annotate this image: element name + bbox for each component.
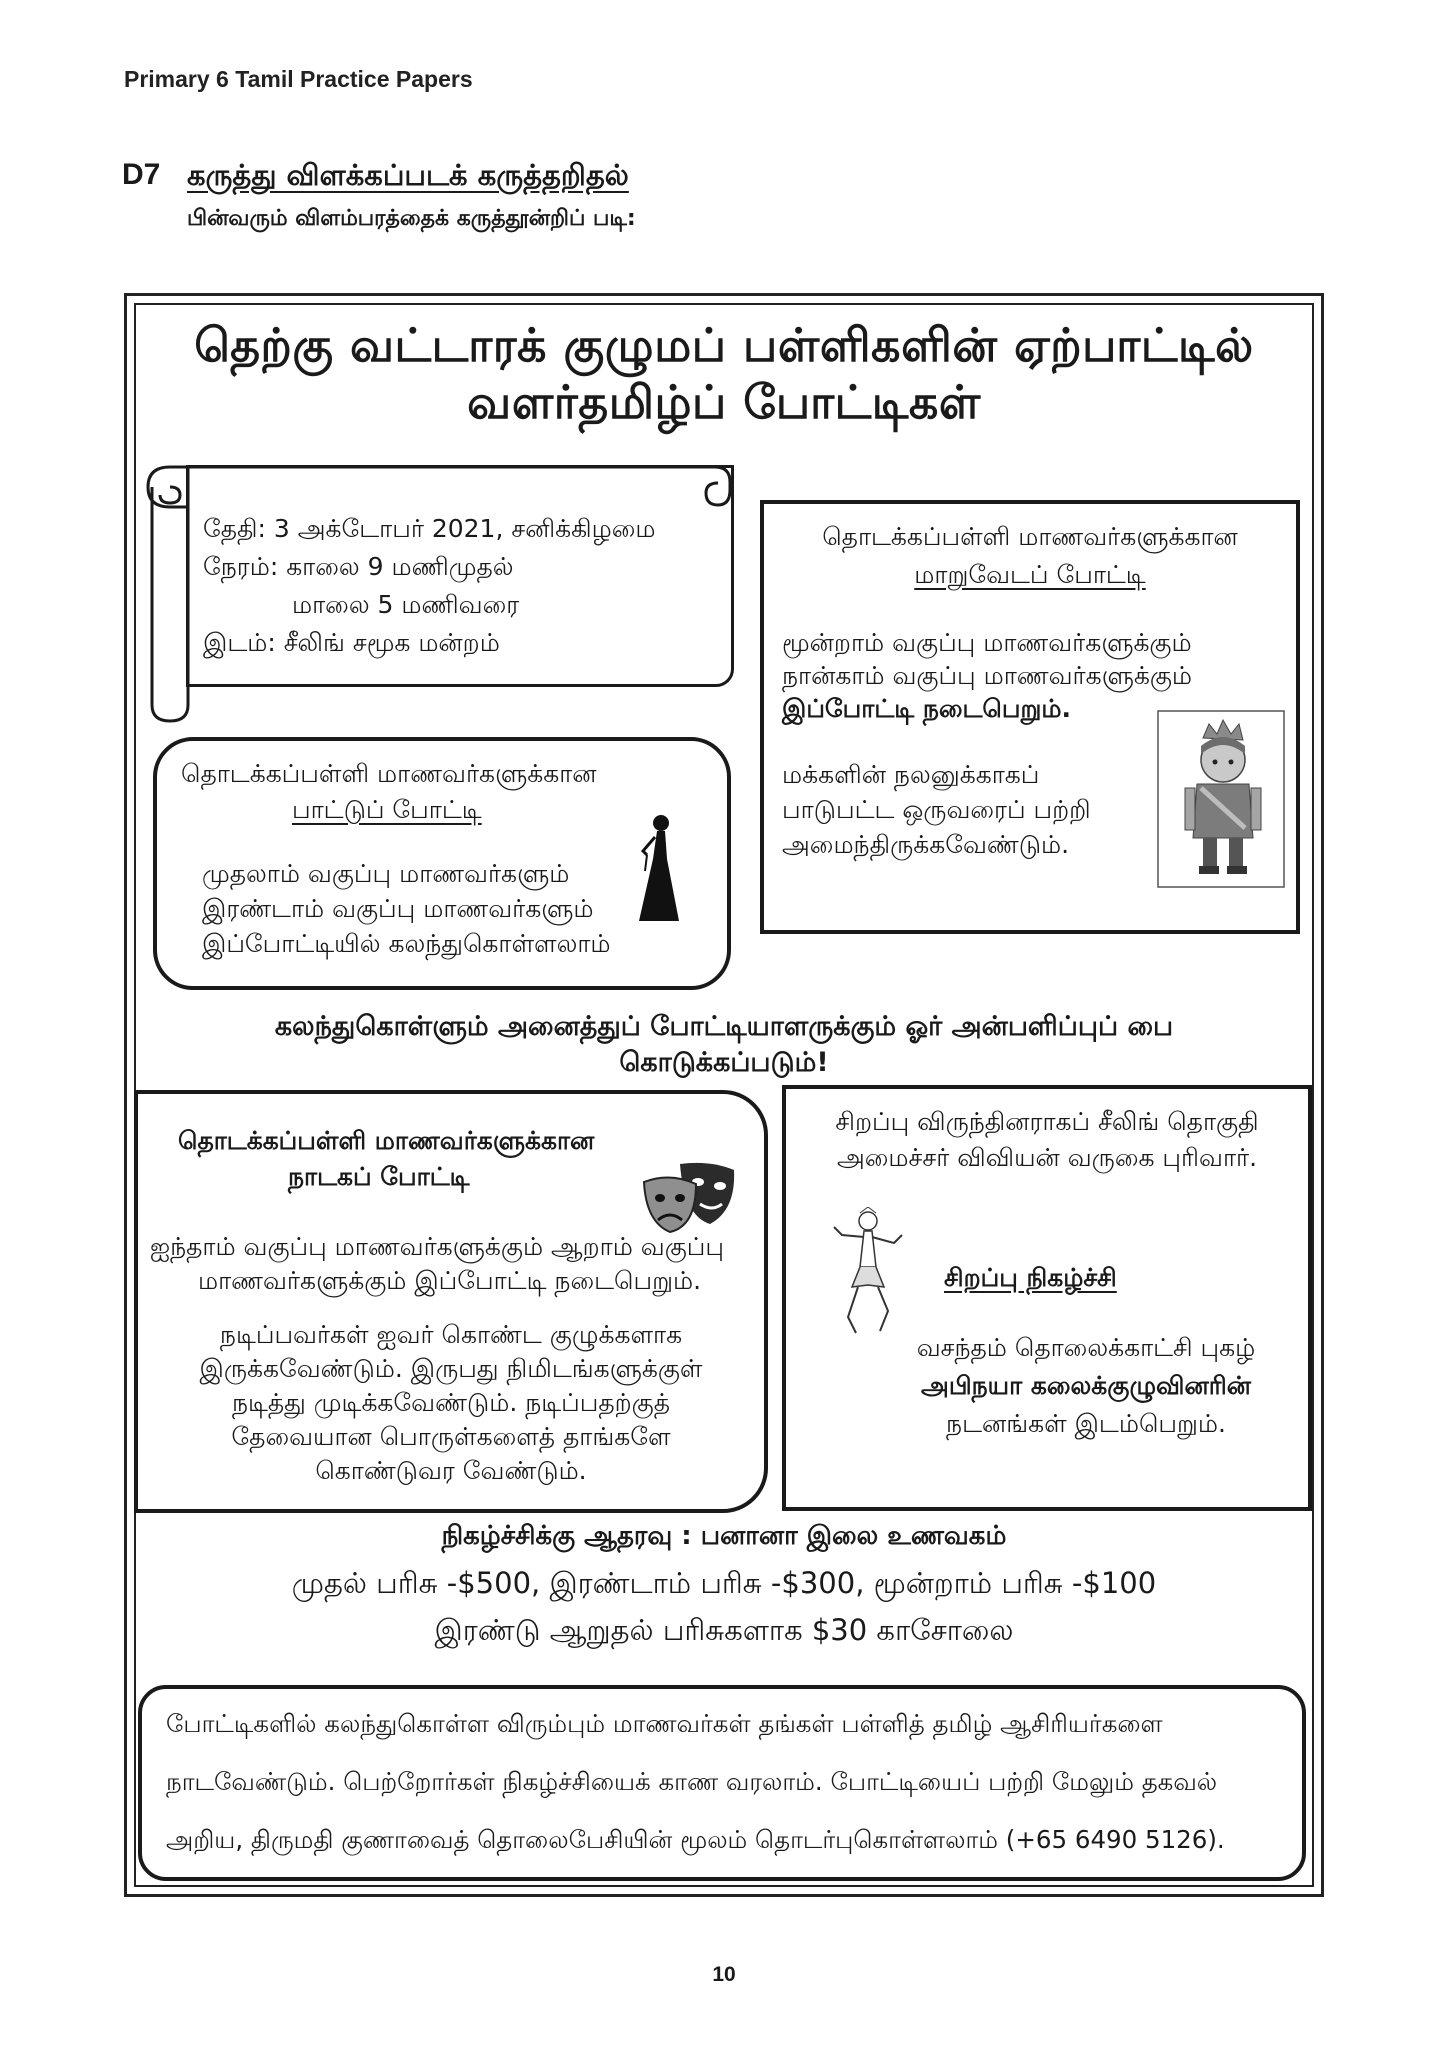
drama-p2-line4: தேவையான பொருள்களைத் தாங்களே [231,1422,671,1451]
drama-p2-line2: இருக்கவேண்டும். இருபது நிமிடங்களுக்குள் [199,1354,703,1383]
drama-p1-line2: மாணவர்களுக்கும் இப்போட்டி நடைபெறும். [198,1266,702,1295]
costume-p2-line1: மக்களின் நலனுக்காகப் [782,760,1040,789]
song-title: பாட்டுப் போட்டி [292,795,482,824]
question-number: D7 [122,158,161,191]
drama-p2-line5: கொண்டுவர வேண்டும். [315,1456,587,1485]
contact-info-box [138,1685,1306,1881]
drama-title: நாடகப் போட்டி [288,1162,470,1191]
song-heading: தொடக்கப்பள்ளி மாணவர்களுக்கான [181,759,597,788]
song-competition-box [153,737,731,990]
guest-line1: சிறப்பு விருந்தினராகப் சீலிங் தொகுதி [835,1107,1259,1136]
gift-line2: கொடுக்கப்படும்! [619,1047,829,1078]
guest-line5: நடனங்கள் இடம்பெறும். [946,1409,1226,1438]
guest-line3: வசந்தம் தொலைக்காட்சி புகழ் [916,1333,1256,1362]
footer-line2: நாடவேண்டும். பெற்றோர்கள் நிகழ்ச்சியைக் காண வரலாம். போட்டியைப் பற்றி மேலும் தகவல் [166,1767,1218,1796]
event-time: நேரம்: காலை 9 மணிமுதல் [203,552,514,581]
guest-info-box [782,1085,1312,1511]
drama-p1-line1: ஐந்தாம் வகுப்பு மாணவர்களுக்கும் ஆறாம் வகுப்பு [150,1232,724,1261]
question-instruction: பின்வரும் விளம்பரத்தைக் கருத்தூன்றிப் படி: [187,206,636,231]
prizes-line: முதல் பரிசு -$500, இரண்டாம் பரிசு -$300, மூன்றாம் பரிசு -$100 [291,1566,1157,1600]
page-number: 10 [712,1963,736,1986]
singer-silhouette [631,811,681,931]
guest-line2: அமைச்சர் விவியன் வருகை புரிவார். [836,1143,1258,1172]
costume-child-picture [1157,710,1285,888]
question-title: கருத்து விளக்கப்படக் கருத்தறிதல் [187,158,629,192]
costume-title: மாறுவேடப் போட்டி [914,560,1146,589]
guest-line4: அபிநயா கலைக்குழுவினரின் [921,1371,1251,1400]
drama-p2-line3: நடித்து முடிக்கவேண்டும். நடிப்பதற்குத் [231,1388,671,1417]
special-event-title: சிறப்பு நிகழ்ச்சி [944,1263,1117,1292]
costume-heading: தொடக்கப்பள்ளி மாணவர்களுக்கான [822,522,1238,551]
footer-line1: போட்டிகளில் கலந்துகொள்ள விரும்பும் மாணவர்கள் தங்கள் பள்ளித் தமிழ் ஆசிரியர்களை [166,1709,1163,1738]
consolation-line: இரண்டு ஆறுதல் பரிசுகளாக $30 காசோலை [434,1613,1014,1647]
costume-competition-box [760,500,1300,934]
poster-title-line1: தெற்கு வட்டாரக் குழுமப் பள்ளிகளின் ஏற்பாட்டில் [194,318,1254,372]
song-line2: இரண்டாம் வகுப்பு மாணவர்களும் [202,894,594,923]
event-time-end: மாலை 5 மணிவரை [292,590,520,619]
footer-line3: அறிய, திருமதி குணாவைத் தொலைபேசியின் மூலம் தொடர்புகொள்ளலாம் (+65 6490 5126). [166,1825,1225,1854]
costume-p1-line3: இப்போட்டி நடைபெறும். [782,694,1072,723]
event-venue: இடம்: சீலிங் சமூக மன்றம் [203,628,500,657]
costume-p1-line2: நான்காம் வகுப்பு மாணவர்களுக்கும் [782,661,1193,690]
gift-line1: கலந்துகொள்ளும் அனைத்துப் போட்டியாளருக்கும் ஓர் அன்பளிப்புப் பை [274,1011,1174,1042]
drama-heading: தொடக்கப்பள்ளி மாணவர்களுக்கான [178,1126,595,1155]
drama-competition-box [134,1090,768,1513]
event-date: தேதி: 3 அக்டோபர் 2021, சனிக்கிழமை [203,514,656,543]
costume-p1-line1: மூன்றாம் வகுப்பு மாணவர்களுக்கும் [782,628,1192,657]
scroll-info-box [186,465,734,687]
costume-p2-line3: அமைந்திருக்கவேண்டும். [782,830,1070,859]
drama-p2-line1: நடிப்பவர்கள் ஐவர் கொண்ட குழுக்களாக [219,1320,683,1349]
song-line1: முதலாம் வகுப்பு மாணவர்களும் [202,859,570,888]
poster-title-line2: வளர்தமிழ்ப் போட்டிகள் [467,375,981,429]
page-header: Primary 6 Tamil Practice Papers [124,66,473,92]
costume-p2-line2: பாடுபட்ட ஒருவரைப் பற்றி [782,795,1091,824]
dancer-picture [828,1207,908,1339]
theatre-masks-icon [640,1160,740,1234]
sponsor-line: நிகழ்ச்சிக்கு ஆதரவு : பனானா இலை உணவகம் [441,1521,1007,1551]
song-line3: இப்போட்டியில் கலந்துகொள்ளலாம் [202,929,611,958]
